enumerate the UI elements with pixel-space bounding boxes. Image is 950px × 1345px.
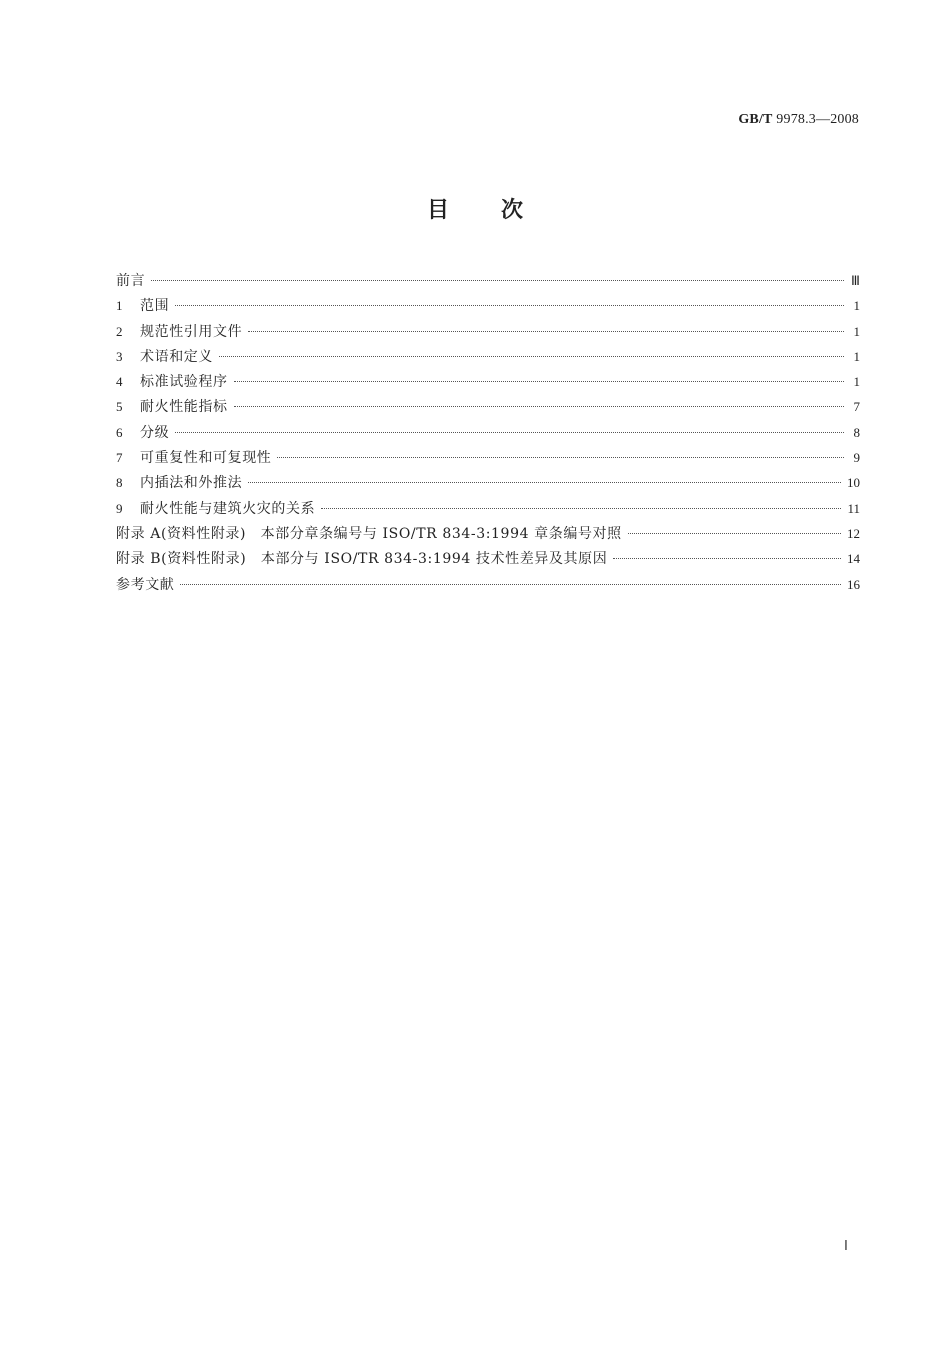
- toc-page: 14: [847, 551, 860, 567]
- toc-entry-foreword[interactable]: [116, 270, 860, 295]
- toc-page: 1: [853, 298, 860, 314]
- toc-page: Ⅲ: [851, 273, 860, 288]
- toc-label: 附录 A(资料性附录) 本部分章条编号与 ISO/TR 834-3:1994 章条编号对照: [116, 525, 622, 542]
- toc-label: 参考文献: [116, 576, 175, 593]
- toc-label: 范围: [140, 298, 170, 315]
- dot-leader: [628, 533, 841, 534]
- page-number: Ⅰ: [843, 1239, 848, 1254]
- toc-entry-annex-b[interactable]: [116, 548, 860, 573]
- toc-number: 5: [116, 399, 123, 415]
- dot-leader: [151, 280, 844, 281]
- table-of-contents: [116, 270, 860, 599]
- toc-entry-2[interactable]: [116, 321, 860, 346]
- toc-page: 1: [853, 323, 860, 339]
- toc-page: 16: [847, 576, 860, 592]
- toc-entry-1[interactable]: [116, 295, 860, 320]
- toc-label: 前言: [116, 273, 146, 289]
- toc-number: 6: [116, 424, 123, 440]
- toc-entry-annex-a[interactable]: [116, 523, 860, 548]
- toc-page: 11: [847, 500, 860, 516]
- dot-leader: [219, 356, 844, 357]
- toc-label: 内插法和外推法: [140, 475, 243, 492]
- toc-label: 分级: [140, 424, 170, 441]
- standard-prefix: GB/T: [738, 112, 773, 127]
- toc-number: 2: [116, 323, 123, 339]
- title-char-1: 目: [426, 198, 449, 223]
- dot-leader: [175, 305, 844, 306]
- dot-leader: [248, 331, 844, 332]
- dot-leader: [234, 406, 844, 407]
- toc-label: 附录 B(资料性附录) 本部分与 ISO/TR 834-3:1994 技术性差异及其原因: [116, 551, 608, 568]
- toc-page: 9: [853, 450, 860, 466]
- standard-number: 9978.3—2008: [776, 112, 859, 127]
- toc-page: 1: [853, 348, 860, 364]
- toc-page: 12: [847, 525, 860, 541]
- toc-label: 术语和定义: [140, 348, 213, 365]
- toc-number: 8: [116, 475, 123, 491]
- toc-label: 耐火性能指标: [140, 399, 228, 416]
- toc-number: 3: [116, 348, 123, 364]
- toc-number: 9: [116, 500, 123, 516]
- toc-entry-7[interactable]: [116, 447, 860, 472]
- dot-leader: [234, 381, 844, 382]
- toc-entry-4[interactable]: [116, 371, 860, 396]
- toc-entry-8[interactable]: [116, 472, 860, 497]
- toc-entry-5[interactable]: [116, 396, 860, 421]
- toc-number: 1: [116, 298, 123, 314]
- toc-number: 4: [116, 374, 123, 390]
- toc-label: 可重复性和可复现性: [140, 450, 272, 467]
- toc-entry-6[interactable]: [116, 422, 860, 447]
- toc-label: 耐火性能与建筑火灾的关系: [140, 500, 316, 517]
- toc-number: 7: [116, 450, 123, 466]
- toc-label: 规范性引用文件: [140, 323, 243, 340]
- dot-leader: [613, 558, 841, 559]
- dot-leader: [180, 584, 841, 585]
- dot-leader: [248, 482, 841, 483]
- dot-leader: [277, 457, 844, 458]
- title-char-2: 次: [501, 198, 524, 223]
- toc-entry-9[interactable]: [116, 498, 860, 523]
- page-title: [0, 193, 950, 224]
- toc-page: 1: [853, 374, 860, 390]
- toc-page: 7: [853, 399, 860, 415]
- dot-leader: [321, 508, 841, 509]
- toc-page: 10: [847, 475, 860, 491]
- dot-leader: [175, 432, 844, 433]
- toc-entry-bibliography[interactable]: [116, 574, 860, 599]
- standard-code: [738, 112, 859, 128]
- toc-label: 标准试验程序: [140, 374, 228, 391]
- toc-entry-3[interactable]: [116, 346, 860, 371]
- toc-page: 8: [853, 424, 860, 440]
